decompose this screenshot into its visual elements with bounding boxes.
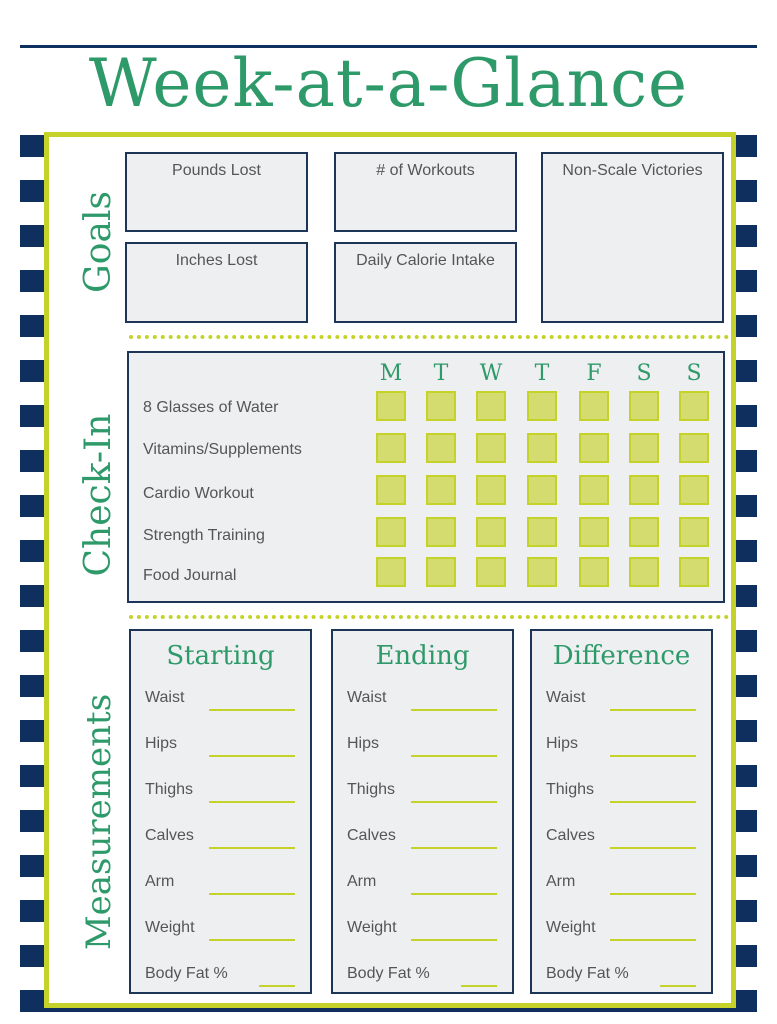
measurement-entry-line[interactable] — [411, 847, 497, 849]
habit-checkbox[interactable] — [679, 475, 709, 505]
checkin-box — [127, 351, 725, 603]
measurement-label: Hips — [347, 735, 380, 752]
measurement-label: Waist — [347, 689, 387, 706]
habit-checkbox[interactable] — [376, 391, 406, 421]
goal-label: Daily Calorie Intake — [356, 252, 495, 269]
habit-checkbox[interactable] — [476, 475, 506, 505]
habit-label: Cardio Workout — [143, 485, 254, 502]
section-label-checkin: Check-In — [78, 413, 119, 577]
measurement-entry-line[interactable] — [411, 709, 497, 711]
measurement-column-ending — [331, 629, 514, 994]
habit-checkbox[interactable] — [579, 433, 609, 463]
measurement-entry-line[interactable] — [209, 801, 295, 803]
habit-checkbox[interactable] — [527, 475, 557, 505]
habit-checkbox[interactable] — [629, 433, 659, 463]
goal-box-inches-lost[interactable] — [125, 242, 308, 323]
measurement-label: Waist — [145, 689, 185, 706]
measurement-column-difference — [530, 629, 713, 994]
day-label: M — [379, 361, 403, 386]
measurement-entry-line[interactable] — [209, 755, 295, 757]
goal-box-workouts[interactable] — [334, 152, 517, 232]
measurement-entry-line[interactable] — [610, 847, 696, 849]
goal-box-non-scale-victories[interactable] — [541, 152, 724, 323]
goal-label: Pounds Lost — [172, 162, 261, 179]
habit-checkbox[interactable] — [629, 517, 659, 547]
habit-checkbox[interactable] — [476, 557, 506, 587]
habit-checkbox[interactable] — [376, 433, 406, 463]
habit-checkbox[interactable] — [629, 475, 659, 505]
measurement-label: Hips — [145, 735, 178, 752]
planner-card — [44, 132, 736, 1008]
habit-checkbox[interactable] — [527, 433, 557, 463]
habit-checkbox[interactable] — [579, 391, 609, 421]
habit-checkbox[interactable] — [426, 391, 456, 421]
habit-checkbox[interactable] — [679, 557, 709, 587]
habit-checkbox[interactable] — [426, 517, 456, 547]
habit-checkbox[interactable] — [376, 517, 406, 547]
habit-checkbox[interactable] — [679, 391, 709, 421]
habit-checkbox[interactable] — [629, 391, 659, 421]
measurement-entry-line[interactable] — [610, 709, 696, 711]
day-label: S — [636, 361, 652, 386]
day-label: T — [534, 361, 550, 386]
measurement-label: Arm — [347, 873, 377, 890]
habit-checkbox[interactable] — [476, 433, 506, 463]
measurement-label: Thighs — [347, 781, 396, 798]
measurement-entry-line[interactable] — [209, 893, 295, 895]
measurement-entry-line[interactable] — [411, 939, 497, 941]
measurement-label: Body Fat % — [347, 965, 430, 982]
divider — [129, 615, 729, 619]
measurement-entry-line[interactable] — [411, 801, 497, 803]
habit-checkbox[interactable] — [476, 517, 506, 547]
habit-checkbox[interactable] — [679, 433, 709, 463]
measurement-label: Calves — [347, 827, 396, 844]
habit-checkbox[interactable] — [579, 475, 609, 505]
measurement-label: Body Fat % — [546, 965, 629, 982]
day-label: F — [586, 361, 602, 386]
day-label: S — [686, 361, 702, 386]
habit-checkbox[interactable] — [376, 475, 406, 505]
measurement-entry-line[interactable] — [461, 985, 497, 987]
measurement-label: Arm — [546, 873, 576, 890]
habit-checkbox[interactable] — [629, 557, 659, 587]
habit-checkbox[interactable] — [426, 475, 456, 505]
goal-label: # of Workouts — [376, 162, 475, 179]
goal-box-pounds-lost[interactable] — [125, 152, 308, 232]
column-title: Starting — [166, 641, 275, 671]
habit-checkbox[interactable] — [376, 557, 406, 587]
column-title: Difference — [552, 641, 691, 671]
goal-box-calorie-intake[interactable] — [334, 242, 517, 323]
habit-checkbox[interactable] — [679, 517, 709, 547]
measurement-label: Weight — [347, 919, 397, 936]
measurement-label: Weight — [546, 919, 596, 936]
habit-checkbox[interactable] — [527, 557, 557, 587]
habit-checkbox[interactable] — [426, 557, 456, 587]
column-title: Ending — [375, 641, 470, 671]
divider — [129, 335, 729, 339]
section-label-measurements: Measurements — [79, 693, 119, 951]
measurement-label: Arm — [145, 873, 175, 890]
day-label: W — [479, 361, 503, 386]
goal-label: Inches Lost — [175, 252, 258, 269]
measurement-entry-line[interactable] — [259, 985, 295, 987]
measurement-entry-line[interactable] — [209, 939, 295, 941]
habit-label: 8 Glasses of Water — [143, 399, 279, 416]
measurement-entry-line[interactable] — [660, 985, 696, 987]
measurement-label: Calves — [145, 827, 194, 844]
habit-checkbox[interactable] — [527, 517, 557, 547]
section-label-goals: Goals — [78, 191, 119, 293]
measurement-label: Body Fat % — [145, 965, 228, 982]
habit-label: Vitamins/Supplements — [143, 441, 302, 458]
measurement-entry-line[interactable] — [411, 755, 497, 757]
measurement-label: Calves — [546, 827, 595, 844]
measurement-entry-line[interactable] — [209, 847, 295, 849]
measurement-label: Thighs — [546, 781, 595, 798]
measurement-label: Waist — [546, 689, 586, 706]
page-title: Week-at-a-Glance — [88, 45, 689, 122]
habit-checkbox[interactable] — [426, 433, 456, 463]
habit-label: Food Journal — [143, 567, 237, 584]
measurement-column-starting — [129, 629, 312, 994]
goal-label: Non-Scale Victories — [562, 162, 703, 179]
measurement-entry-line[interactable] — [610, 801, 696, 803]
habit-checkbox[interactable] — [579, 557, 609, 587]
measurement-label: Hips — [546, 735, 579, 752]
measurement-label: Weight — [145, 919, 195, 936]
day-label: T — [433, 361, 449, 386]
measurement-entry-line[interactable] — [610, 939, 696, 941]
habit-checkbox[interactable] — [476, 391, 506, 421]
measurement-entry-line[interactable] — [411, 893, 497, 895]
habit-checkbox[interactable] — [579, 517, 609, 547]
measurement-entry-line[interactable] — [610, 893, 696, 895]
measurement-label: Thighs — [145, 781, 194, 798]
measurement-entry-line[interactable] — [610, 755, 696, 757]
habit-label: Strength Training — [143, 527, 265, 544]
measurement-entry-line[interactable] — [209, 709, 295, 711]
habit-checkbox[interactable] — [527, 391, 557, 421]
